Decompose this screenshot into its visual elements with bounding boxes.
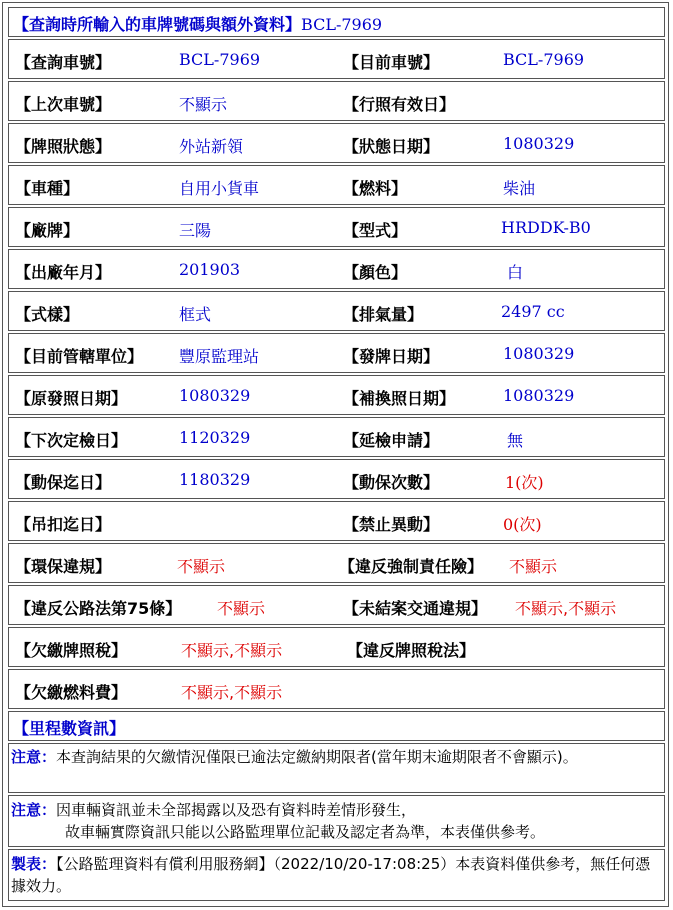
value-next-inspection: 1120329	[179, 428, 251, 447]
row-previous-plate	[8, 81, 665, 121]
row-jurisdiction	[8, 333, 665, 373]
label-status-date: 【狀態日期】	[343, 137, 440, 156]
row-body-style	[8, 291, 665, 331]
row-vehicle-type	[8, 165, 665, 205]
label-vehicle-type: 【車種】	[15, 179, 80, 198]
value-inspection-extension: 無	[507, 431, 524, 450]
row-unpaid-fuel-fee	[8, 669, 665, 709]
label-environmental-violation: 【環保違規】	[15, 557, 112, 576]
row-query-plate	[8, 39, 665, 79]
value-current-plate: BCL-7969	[503, 50, 585, 69]
note-2	[8, 795, 665, 847]
label-body-style: 【式樣】	[15, 305, 80, 324]
mileage-heading: 【里程數資訊】	[13, 719, 126, 738]
value-chattel-mortgage-count: 1(次)	[505, 473, 544, 492]
label-compulsory-insurance-violation: 【違反強制責任險】	[339, 557, 484, 576]
value-fuel: 柴油	[503, 179, 536, 198]
value-plate-status: 外站新領	[179, 137, 244, 156]
label-suspension-date: 【吊扣迄日】	[15, 515, 112, 534]
title-label: 【查詢時所輸入的車牌號碼與額外資料】	[13, 15, 302, 34]
label-license-valid-date: 【行照有效日】	[343, 95, 456, 114]
row-unpaid-license-tax	[8, 627, 665, 667]
label-displacement: 【排氣量】	[343, 305, 424, 324]
value-manufacture-date: 201903	[179, 260, 241, 279]
label-previous-plate: 【上次車號】	[15, 95, 112, 114]
label-brand: 【廠牌】	[15, 221, 80, 240]
row-original-license-date	[8, 375, 665, 415]
value-transfer-prohibited: 0(次)	[503, 515, 542, 534]
value-replacement-date: 1080329	[503, 386, 575, 405]
value-color: 白	[507, 263, 524, 282]
label-inspection-extension: 【延檢申請】	[343, 431, 440, 450]
label-chattel-mortgage-date: 【動保迄日】	[15, 473, 112, 492]
label-issue-date: 【發牌日期】	[343, 347, 440, 366]
label-unpaid-license-tax: 【欠繳牌照稅】	[15, 641, 128, 660]
label-current-plate: 【目前車號】	[343, 53, 440, 72]
value-compulsory-insurance-violation: 不顯示	[509, 557, 558, 576]
label-license-tax-violation: 【違反牌照稅法】	[347, 641, 476, 660]
value-model: HRDDK-B0	[501, 218, 591, 237]
value-chattel-mortgage-date: 1180329	[179, 470, 251, 489]
mileage-row	[8, 711, 665, 741]
title-row	[8, 7, 665, 37]
value-query-plate: BCL-7969	[179, 50, 261, 69]
label-replacement-date: 【補換照日期】	[343, 389, 456, 408]
page-title	[13, 12, 382, 35]
value-displacement: 2497 cc	[501, 302, 565, 321]
label-model: 【型式】	[343, 221, 408, 240]
value-original-license-date: 1080329	[179, 386, 251, 405]
note-1-prefix: 注意：	[11, 748, 57, 766]
label-unpaid-fuel-fee: 【欠繳燃料費】	[15, 683, 128, 702]
row-plate-status	[8, 123, 665, 163]
row-highway-act-75	[8, 585, 665, 625]
note-2-text	[11, 799, 659, 843]
note-1-text	[11, 746, 659, 768]
label-highway-act-75: 【違反公路法第75條】	[15, 599, 182, 618]
label-jurisdiction: 【目前管轄單位】	[15, 347, 144, 366]
value-issue-date: 1080329	[503, 344, 575, 363]
note-2-line-1: 因車輛資訊並未全部揭露以及恐有資料時差情形發生，	[56, 801, 417, 819]
note-1	[8, 743, 665, 793]
label-query-plate: 【查詢車號】	[15, 53, 112, 72]
footer-body: 【公路監理資料有償利用服務網】（2022/10/20-17:08:25）本表資料僅供參考，無任何憑據效力。	[11, 855, 651, 895]
value-unpaid-fuel-fee: 不顯示,不顯示	[181, 683, 283, 702]
value-brand: 三陽	[179, 221, 212, 240]
label-color: 【顏色】	[343, 263, 408, 282]
title-plate: BCL-7969	[301, 15, 383, 34]
value-jurisdiction: 豐原監理站	[179, 347, 260, 366]
value-previous-plate: 不顯示	[179, 95, 228, 114]
value-environmental-violation: 不顯示	[177, 557, 226, 576]
label-fuel: 【燃料】	[343, 179, 408, 198]
label-chattel-mortgage-count: 【動保次數】	[343, 473, 440, 492]
note-2-prefix: 注意：	[11, 801, 57, 819]
footer-prefix: 製表：	[11, 855, 57, 873]
value-body-style: 框式	[179, 305, 212, 324]
note-1-body: 本查詢結果的欠繳情況僅限已逾法定繳納期限者(當年期末逾期限者不會顯示)。	[56, 748, 578, 766]
row-brand	[8, 207, 665, 247]
value-highway-act-75: 不顯示	[217, 599, 266, 618]
value-vehicle-type: 自用小貨車	[179, 179, 260, 198]
value-status-date: 1080329	[503, 134, 575, 153]
row-chattel-mortgage-date	[8, 459, 665, 499]
row-environmental-violation	[8, 543, 665, 583]
row-manufacture-date	[8, 249, 665, 289]
label-next-inspection: 【下次定檢日】	[15, 431, 128, 450]
footer	[8, 849, 665, 901]
footer-text	[11, 853, 659, 897]
row-suspension-date	[8, 501, 665, 541]
value-unsettled-traffic-violation: 不顯示,不顯示	[515, 599, 617, 618]
label-plate-status: 【牌照狀態】	[15, 137, 112, 156]
row-next-inspection	[8, 417, 665, 457]
label-manufacture-date: 【出廠年月】	[15, 263, 112, 282]
note-2-line-2: 故車輛實際資訊只能以公路監理單位記載及認定者為準，本表僅供參考。	[65, 823, 546, 841]
label-unsettled-traffic-violation: 【未結案交通違規】	[343, 599, 488, 618]
label-transfer-prohibited: 【禁止異動】	[343, 515, 440, 534]
value-unpaid-license-tax: 不顯示,不顯示	[181, 641, 283, 660]
label-original-license-date: 【原發照日期】	[15, 389, 128, 408]
